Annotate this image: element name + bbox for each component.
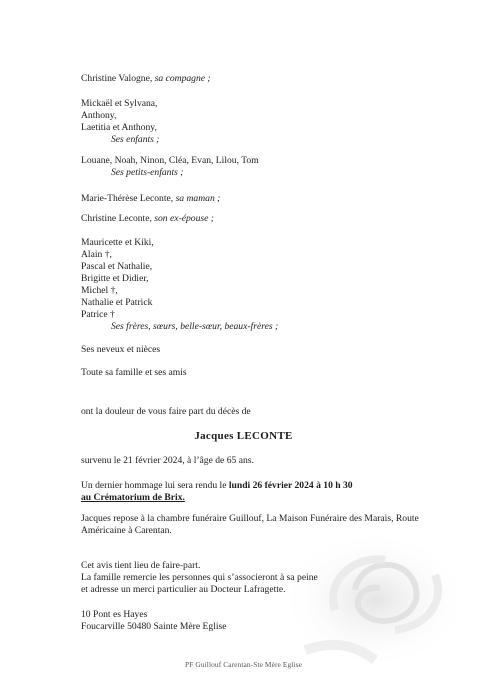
sibling-name: Pascal et Nathalie,: [81, 261, 153, 272]
ceremony-place: au Crématorium de Brix.: [81, 492, 185, 503]
rest-line: Jacques repose à la chambre funéraire Guillouf, La Maison Funéraire des Marais, Route: [81, 513, 419, 524]
sibling-name: Patrice †: [81, 309, 115, 320]
announcement-line: ont la douleur de vous faire part du décès de: [81, 406, 251, 417]
partner-name: Christine Valogne,: [81, 73, 153, 84]
death-info-line: survenu le 21 février 2024, à l’âge de 65 ans.: [81, 455, 254, 466]
sibling-name: Alain †,: [81, 249, 112, 260]
funeral-home-footer: PF Guillouf Carentan-Ste Mère Eglise: [185, 660, 302, 669]
child-name: Mickaël et Sylvana,: [81, 98, 158, 109]
sibling-name: Michel †,: [81, 285, 118, 296]
ceremony-block: [81, 480, 353, 504]
address-block: [81, 609, 226, 633]
ex-spouse-line: [81, 213, 214, 225]
grandchildren-names: Louane, Noah, Ninon, Cléa, Evan, Lilou, Tom: [81, 155, 259, 166]
children-role: Ses enfants ;: [111, 134, 160, 145]
address-line: 10 Pont es Hayes: [81, 609, 148, 620]
family-line: Toute sa famille et ses amis: [81, 367, 187, 378]
ceremony-first-line: [81, 480, 353, 492]
mother-role: sa maman ;: [175, 193, 221, 204]
notice-line: et adresse un merci particulier au Docteur Lafragette.: [81, 584, 286, 595]
deceased-name: Jacques LECONTE: [194, 430, 293, 442]
child-name: Anthony,: [81, 110, 117, 121]
address-line: Foucarville 50480 Sainte Mère Eglise: [81, 621, 227, 632]
mother-line: [81, 193, 220, 205]
notice-block: [81, 560, 318, 596]
partner-line: [81, 73, 211, 85]
nephews-line: Ses neveux et nièces: [81, 344, 161, 355]
sibling-name: Mauricette et Kiki,: [81, 237, 154, 248]
child-name: Laetitia et Anthony,: [81, 122, 157, 133]
grandchildren-role: Ses petits-enfants ;: [111, 167, 184, 178]
children-block: [81, 98, 160, 146]
ex-spouse-name: Christine Leconte,: [81, 213, 152, 224]
sibling-name: Nathalie et Patrick: [81, 297, 153, 308]
notice-line: La famille remercie les personnes qui s’associeront à sa peine: [81, 572, 318, 583]
ex-spouse-role: son ex-épouse ;: [154, 213, 214, 224]
ceremony-prefix: Un dernier hommage lui sera rendu le: [81, 480, 229, 491]
siblings-block: [81, 237, 278, 333]
rest-block: [81, 513, 419, 537]
partner-role: sa compagne ;: [154, 73, 211, 84]
mother-name: Marie-Thérèse Leconte,: [81, 193, 174, 204]
rest-line: Américaine à Carentan.: [81, 525, 172, 536]
notice-line: Cet avis tient lieu de faire-part.: [81, 560, 201, 571]
ceremony-date: lundi 26 février 2024 à 10 h 30: [228, 480, 353, 491]
sibling-name: Brigitte et Didier,: [81, 273, 149, 284]
siblings-role: Ses frères, sœurs, belle-sœur, beaux-frères ;: [111, 321, 279, 332]
grandchildren-block: [81, 155, 259, 179]
